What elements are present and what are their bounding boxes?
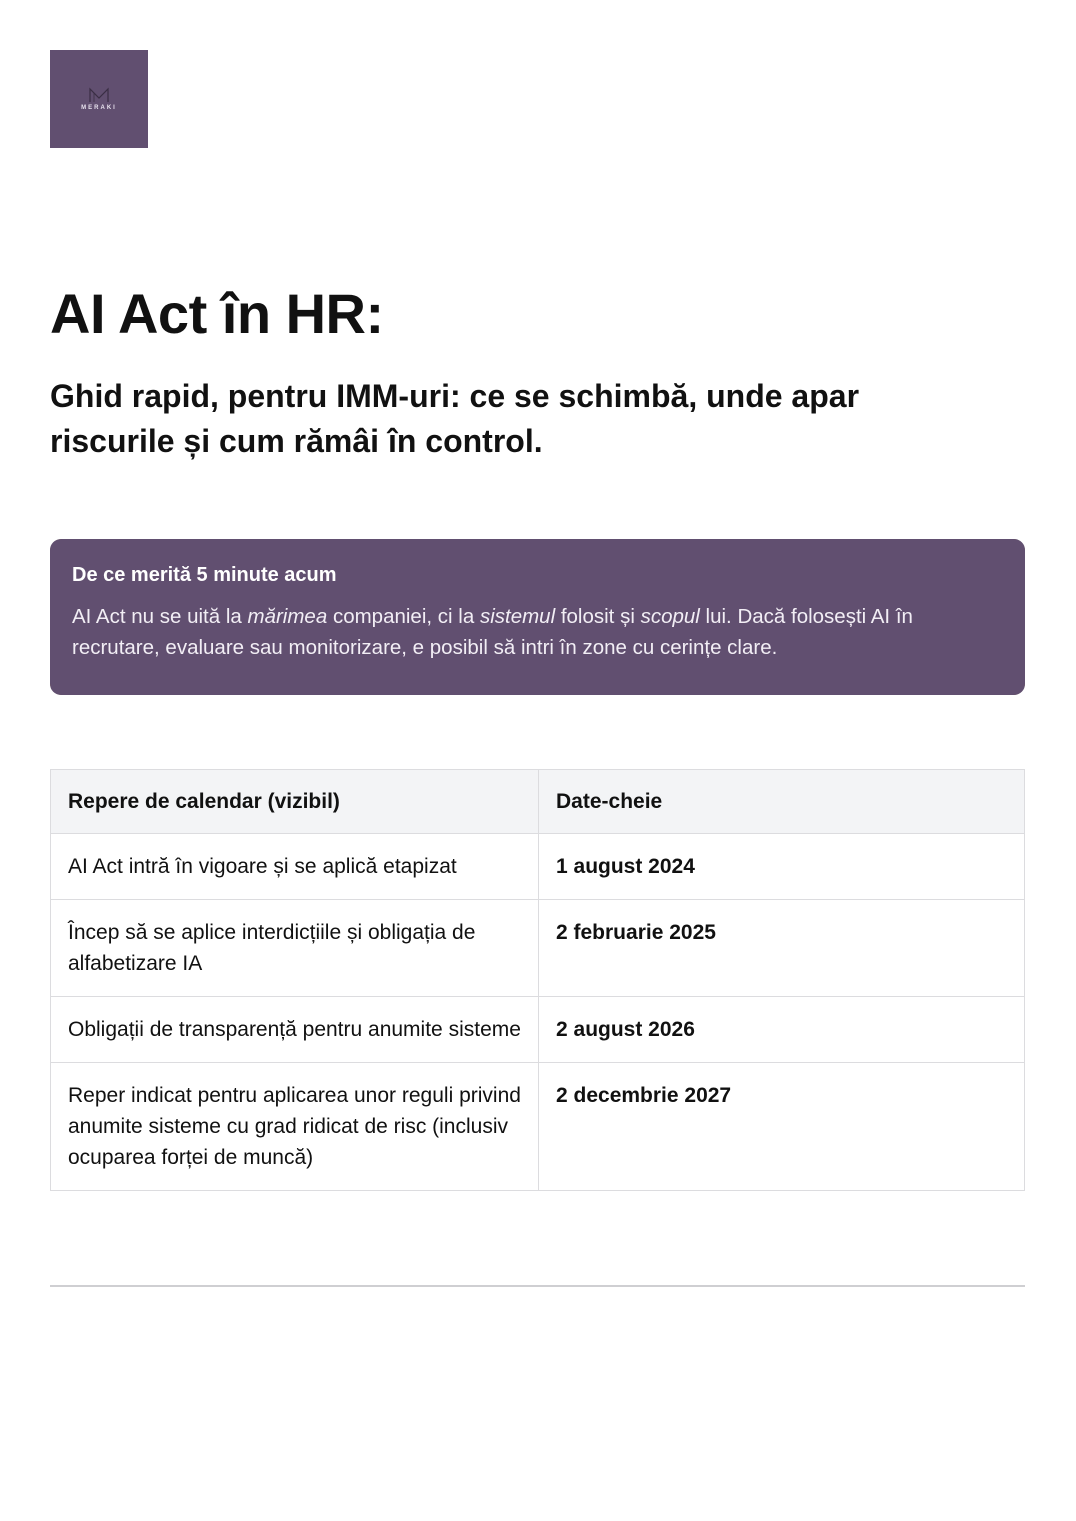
callout-content — [50, 539, 1025, 695]
page-subtitle: Ghid rapid, pentru IMM-uri: ce se schimbă, unde apar riscurile și cum rămâi în control. — [50, 378, 860, 459]
milestone-cell: Reper indicat pentru aplicarea unor reguli privind anumite sisteme cu grad ridicat de risc (inclusiv ocuparea forței de muncă) — [51, 1063, 539, 1191]
milestone-cell: Obligații de transparență pentru anumite sisteme — [51, 997, 539, 1063]
callout-text-part: lui. Dacă folosești AI în recrutare, evaluare sau monitorizare, e posibil să intri în zone cu cerințe clare. — [72, 605, 913, 659]
column-header-key-dates: Date-cheie — [539, 770, 1025, 834]
callout-text — [72, 601, 1003, 663]
callout-text-part: folosit și — [555, 605, 641, 628]
date-cell: 1 august 2024 — [539, 834, 1025, 900]
meraki-logo — [50, 50, 148, 148]
table-header-row — [51, 770, 1025, 834]
section-divider — [50, 1285, 1025, 1287]
callout-text-part: AI Act nu se uită la — [72, 605, 248, 628]
callout-title: De ce merită 5 minute acum — [72, 564, 337, 586]
meraki-monogram-icon — [88, 87, 110, 103]
table-row — [51, 834, 1025, 900]
timeline-table — [50, 769, 1025, 1191]
table-row — [51, 1063, 1025, 1191]
callout-emphasis-purpose: scopul — [640, 605, 700, 628]
callout-emphasis-size: mărimea — [247, 605, 328, 628]
table-row — [51, 900, 1025, 997]
column-header-milestones: Repere de calendar (vizibil) — [51, 770, 539, 834]
callout-emphasis-system: sistemul — [479, 605, 556, 628]
page-title: AI Act în HR: — [50, 282, 384, 345]
date-cell: 2 decembrie 2027 — [539, 1063, 1025, 1191]
date-cell: 2 februarie 2025 — [539, 900, 1025, 997]
table-row — [51, 997, 1025, 1063]
date-cell: 2 august 2026 — [539, 997, 1025, 1063]
logo-wordmark: MERAKI — [81, 105, 117, 111]
milestone-cell: Încep să se aplice interdicțiile și obligația de alfabetizare IA — [51, 900, 539, 997]
milestone-cell: AI Act intră în vigoare și se aplică etapizat — [51, 834, 539, 900]
callout-text-part: companiei, ci la — [327, 605, 480, 628]
callout-box — [50, 539, 1025, 695]
